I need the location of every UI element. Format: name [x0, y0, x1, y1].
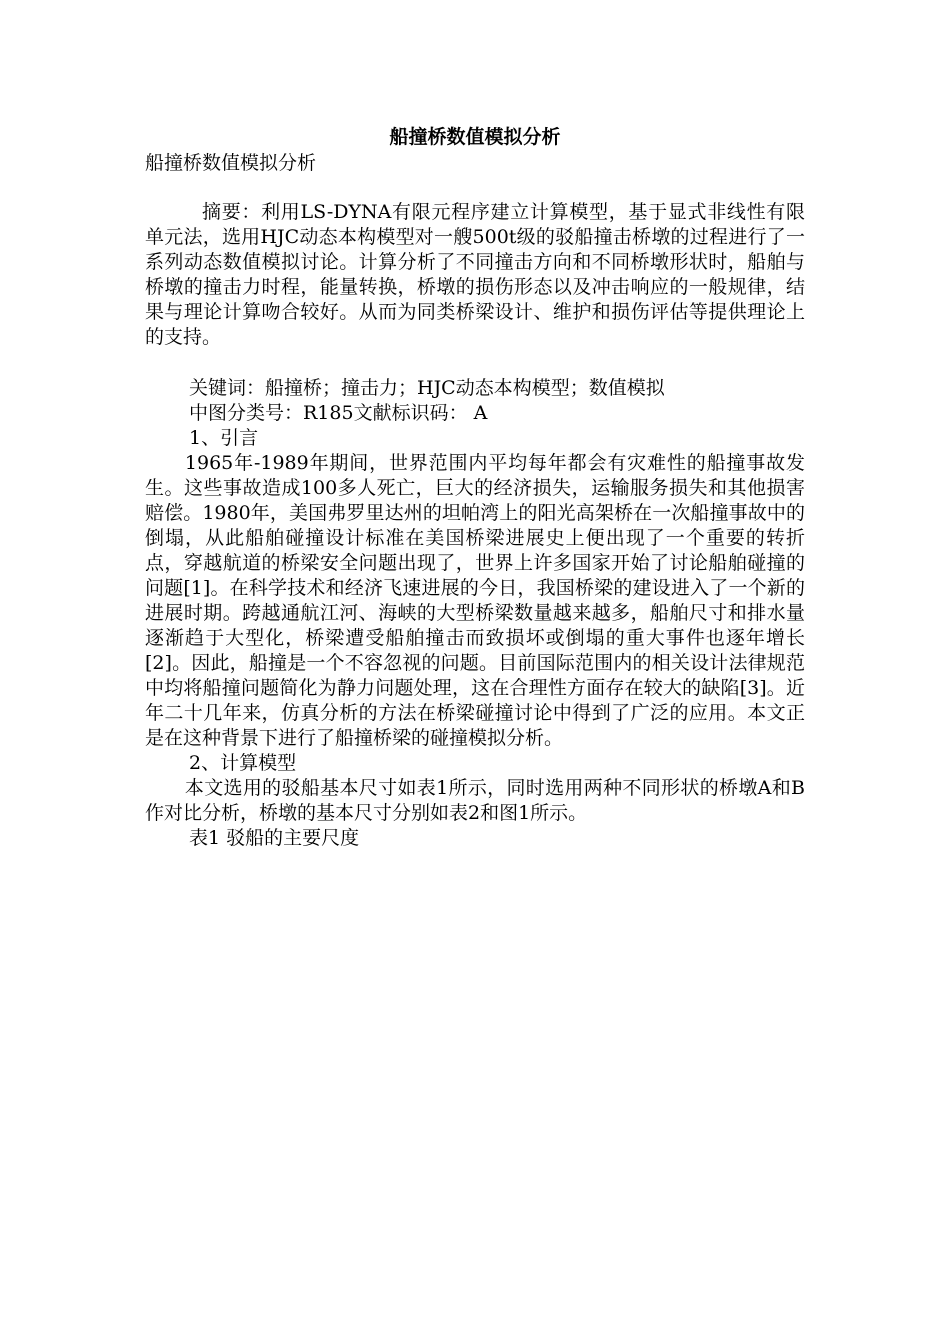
section-1-heading: 1、引言 [189, 427, 259, 449]
document-subtitle: 船撞桥数值模拟分析 [145, 152, 317, 174]
keywords-line: 关键词：船撞桥；撞击力；HJC动态本构模型；数值模拟 [189, 377, 665, 399]
section-2-heading: 2、计算模型 [189, 752, 297, 774]
table-1-caption: 表1 驳船的主要尺度 [189, 827, 360, 849]
document-page [145, 124, 805, 851]
classification-line: 中图分类号：R185文献标识码： A [189, 402, 488, 424]
section-2-body: 本文选用的驳船基本尺寸如表1所示，同时选用两种不同形状的桥墩A和B作对比分析，桥墩的基本尺寸分别如表2和图1所示。 [145, 777, 805, 824]
section-1-body: 1965年-1989年期间，世界范围内平均每年都会有灾难性的船撞事故发生。这些事故造成100多人死亡，巨大的经济损失，运输服务损失和其他损害赔偿。1980年，美国弗罗里达州的坦帕湾上的阳光高架桥在一次船撞事故中的倒塌，从此船舶碰撞设计标准在美国桥梁进展史上便出现了一个重要的转折点，穿越航道的桥梁安全问题出现了，世界上许多国家开始了讨论船舶碰撞的问题[1]。在科学技术和经济飞速进展的今日，我国桥梁的建设进入了一个新的进展时期。跨越通航江河、海峡的大型桥梁数量越来越多，船舶尺寸和排水量逐渐趋于大型化，桥梁遭受船舶撞击而致损坏或倒塌的重大事件也逐年增长[2]。因此，船撞是一个不容忽视的问题。目前国际范围内的相关设计法律规范中均将船撞问题简化为静力问题处理，这在合理性方面存在较大的缺陷[3]。近年二十几年来，仿真分析的方法在桥梁碰撞讨论中得到了广泛的应用。本文正是在这种背景下进行了船撞桥梁的碰撞模拟分析。 [145, 452, 805, 749]
document-title: 船撞桥数值模拟分析 [389, 126, 561, 148]
abstract-paragraph: 摘要：利用LS-DYNA有限元程序建立计算模型，基于显式非线性有限单元法，选用HJC动态本构模型对一艘500t级的驳船撞击桥墩的过程进行了一系列动态数值模拟讨论。计算分析了不同撞击方向和不同桥墩形状时，船舶与桥墩的撞击力时程，能量转换，桥墩的损伤形态以及冲击响应的一般规律，结果与理论计算吻合较好。从而为同类桥梁设计、维护和损伤评估等提供理论上的支持。 [145, 201, 805, 348]
